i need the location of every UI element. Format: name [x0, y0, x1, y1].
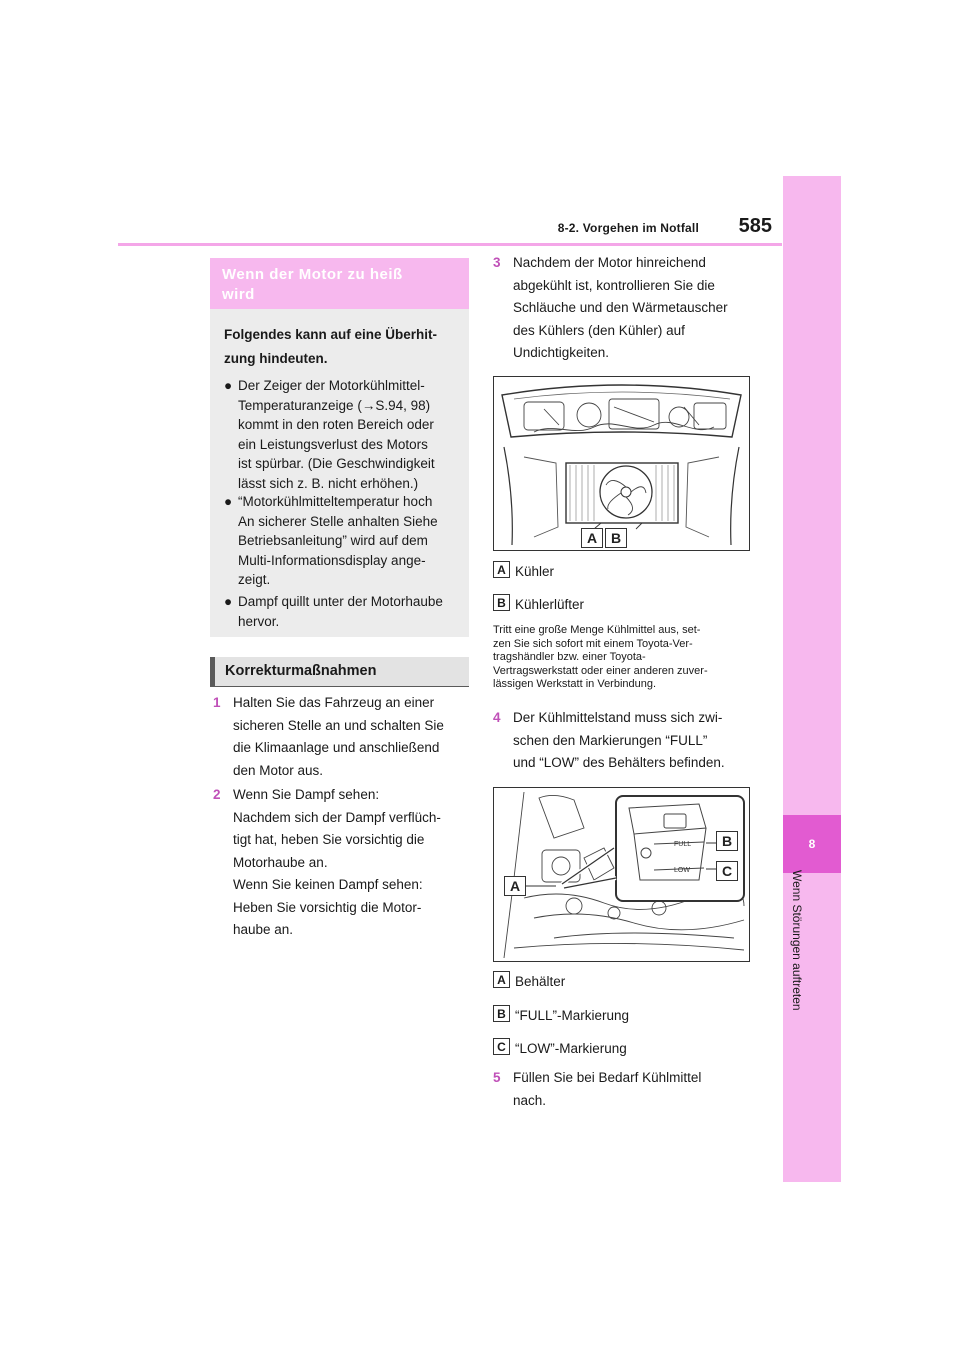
- step-line: Undichtigkeiten.: [513, 345, 610, 360]
- symptoms-intro: [224, 323, 462, 371]
- bullet-line: An sicherer Stelle anhalten Siehe: [238, 513, 438, 529]
- step-line: Schläuche und den Wärmetauscher: [513, 300, 728, 315]
- bullet-line: hervor.: [238, 613, 280, 629]
- step-number: 5: [493, 1070, 501, 1085]
- chapter-number-tab[interactable]: 8: [783, 815, 841, 873]
- header-rule: [118, 243, 782, 246]
- step-line: Der Kühlmittelstand muss sich zwi-: [513, 710, 723, 725]
- legend-text: “FULL”-Markierung: [515, 1008, 630, 1023]
- legend-text: Kühlerlüfter: [515, 597, 585, 612]
- symptoms-box: [210, 309, 469, 637]
- intro-line: Folgendes kann auf eine Überhit-: [224, 327, 438, 342]
- heading-line-1: Wenn der Motor zu heiß: [222, 266, 403, 283]
- note-line: lässigen Werkstatt in Verbindung.: [493, 678, 657, 690]
- legend-key: B: [493, 1005, 510, 1022]
- low-mark-text: LOW: [674, 867, 690, 874]
- step-line: Füllen Sie bei Bedarf Kühlmittel: [513, 1070, 702, 1085]
- figure2-label-b: B: [716, 831, 738, 851]
- heading-line-2: wird: [222, 286, 255, 303]
- engine-bay-drawing: [494, 377, 749, 550]
- bullet-dot: ●: [224, 494, 233, 509]
- step-number: 1: [213, 695, 221, 710]
- step-line: und “LOW” des Behälters befinden.: [513, 755, 725, 770]
- step-line: haube an.: [233, 922, 294, 937]
- bullet-line: Dampf quillt unter der Motorhaube: [238, 594, 443, 609]
- bullet-dot: ●: [224, 594, 233, 609]
- step-line: Heben Sie vorsichtig die Motor-: [233, 899, 422, 915]
- subheading-corrective-actions: Korrekturmaßnahmen: [210, 657, 469, 687]
- step-line: Wenn Sie keinen Dampf sehen:: [233, 877, 423, 892]
- step-line: tigt hat, heben Sie vorsichtig die: [233, 832, 425, 847]
- bullet-dot: ●: [224, 378, 233, 393]
- note-line: zen Sie sich sofort mit einem Toyota-Ver-: [493, 637, 693, 650]
- step-line: nach.: [513, 1092, 547, 1108]
- intro-line: zung hindeuten.: [224, 351, 328, 366]
- bullet-line: kommt in den roten Bereich oder: [238, 417, 434, 432]
- section-title: 8-2. Vorgehen im Notfall: [557, 221, 699, 235]
- bullet-line: ein Leistungsverlust des Motors: [238, 436, 428, 452]
- bullet-line: zeigt.: [238, 572, 271, 587]
- figure1-label-b: B: [605, 528, 627, 548]
- bullet-line: Temperaturanzeige (→S.94, 98): [238, 397, 431, 413]
- step-line: Wenn Sie Dampf sehen:: [233, 787, 380, 802]
- bullet-line: Multi-Informationsdisplay ange-: [238, 552, 426, 568]
- bullet-line: Betriebsanleitung” wird auf dem: [238, 533, 428, 548]
- note-line: Vertragswerkstatt oder einer anderen zuver-: [493, 664, 708, 677]
- step-number: 4: [493, 710, 501, 725]
- step-number: 2: [213, 787, 221, 802]
- figure-radiator-illustration: [493, 376, 750, 551]
- step-line: des Kühlers (den Kühler) auf: [513, 322, 685, 338]
- coolant-leak-note: [493, 624, 749, 692]
- figure1-label-a: A: [581, 528, 603, 548]
- step-number: 3: [493, 255, 501, 270]
- legend-text: “LOW”-Markierung: [515, 1041, 627, 1056]
- step-line: schen den Markierungen “FULL”: [513, 732, 708, 748]
- figure2-label-a: A: [504, 876, 526, 896]
- bullet-line: “Motorkühlmitteltemperatur hoch: [238, 494, 433, 509]
- legend-key: A: [493, 971, 510, 988]
- full-mark-text: FULL: [674, 841, 692, 848]
- step-line: Nachdem sich der Dampf verflüch-: [233, 809, 441, 825]
- legend-key: A: [493, 561, 510, 578]
- step-line: Halten Sie das Fahrzeug an einer: [233, 695, 435, 710]
- bullet-line: lässt sich z. B. nicht erhöhen.): [238, 475, 419, 491]
- figure-reservoir-illustration: [493, 787, 750, 962]
- figure2-label-c: C: [716, 861, 738, 881]
- step-line: sicheren Stelle an und schalten Sie: [233, 717, 444, 733]
- note-line: Tritt eine große Menge Kühlmittel aus, set-: [493, 624, 701, 636]
- legend-text: Kühler: [515, 564, 555, 579]
- chapter-title-vertical: Wenn Störungen auftreten: [790, 870, 804, 1011]
- heading-engine-overheat: [210, 258, 469, 309]
- step-line: Motorhaube an.: [233, 854, 328, 870]
- legend-key: C: [493, 1038, 510, 1055]
- note-line: tragshändler bzw. einer Toyota-: [493, 651, 646, 663]
- bullet-line: ist spürbar. (Die Geschwindigkeit: [238, 456, 435, 471]
- step-line: den Motor aus.: [233, 762, 324, 778]
- step-line: die Klimaanlage und anschließend: [233, 740, 440, 755]
- legend-text: Behälter: [515, 974, 566, 989]
- step-line: abgekühlt ist, kontrollieren Sie die: [513, 277, 715, 293]
- legend-key: B: [493, 594, 510, 611]
- page-number: 585: [738, 215, 772, 237]
- step-line: Nachdem der Motor hinreichend: [513, 255, 706, 270]
- reservoir-drawing: [494, 788, 749, 961]
- bullet-line: Der Zeiger der Motorkühlmittel-: [238, 378, 425, 393]
